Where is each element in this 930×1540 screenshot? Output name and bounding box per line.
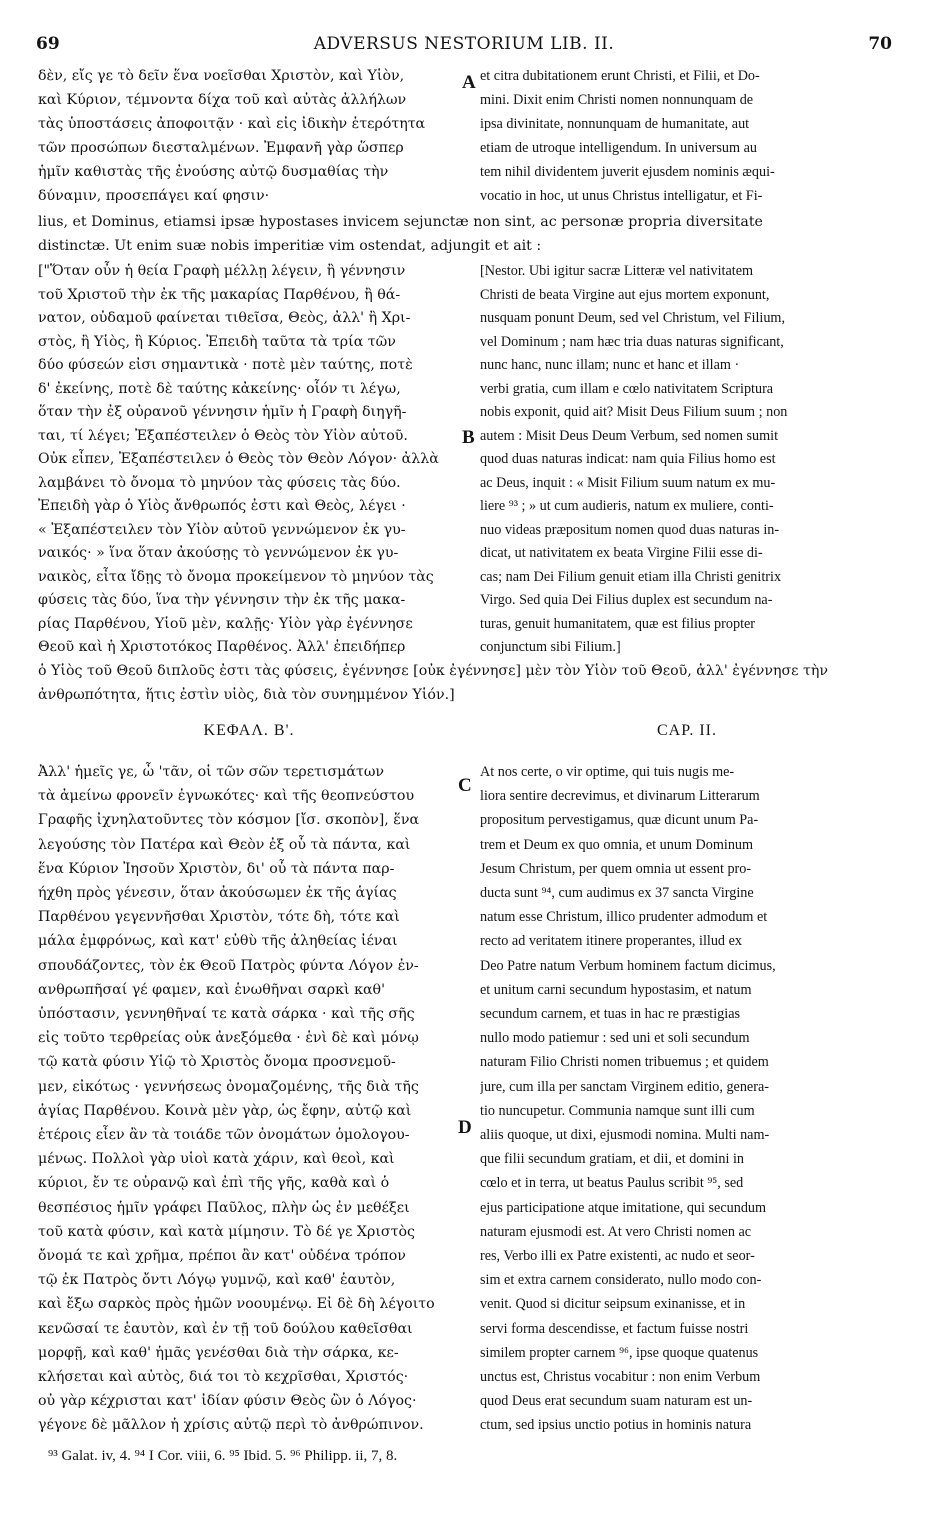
latin-chapter-line: tio nuncupetur. Communia namque sunt illi cum — [480, 1102, 755, 1119]
latin-chapter-line: secundum carnem, et tuas in hac re præstigias — [480, 1006, 741, 1022]
greek-chapter-line: μένως. Πολλοὶ γὰρ υἱοὶ κατὰ χάριν, καὶ θεοὶ, καὶ — [38, 1151, 395, 1168]
latin-quote-line: nuo videas præpositum nomen quod duas naturas in- — [480, 521, 780, 538]
latin-quote-line: vel Dominum ; nam hæc tria duas naturas significant, — [480, 333, 784, 350]
latin-chapter-line: naturam Filio Christi nomen tribuemus ; et quidem — [480, 1054, 769, 1071]
greek-chapter-line: τῷ κατὰ φύσιν Υἱῷ τὸ Χριστὸς ὄνομα προσνεμοῦ- — [38, 1054, 396, 1071]
greek-quote-line: ὅταν τὴν ἐξ οὐρανοῦ γέννησιν ἡμῖν ἡ Γραφὴ διηγῆ- — [38, 404, 407, 420]
latin-text-line: ipsa divinitate, nonnunquam de humanitate, aut — [480, 116, 750, 132]
column-marker-b: B — [462, 427, 475, 448]
latin-quote-line: verbi gratia, cum illam e cœlo nativitatem Scriptura — [480, 380, 774, 397]
greek-chapter-line: ἁγίας Παρθένου. Κοινὰ μὲν γὰρ, ὡς ἔφην, αὐτῷ καὶ — [38, 1102, 412, 1119]
greek-chapter-line: Γραφῆς ἰχνηλατοῦντες τὸν κόσμον [ἴσ. σκοπὸν], ἕνα — [38, 812, 420, 829]
latin-text-line: tem nihil dividentem juverit ejusdem nominis æqui- — [480, 164, 775, 180]
page-header — [36, 34, 892, 58]
latin-quote-line: autem : Misit Deus Deum Verbum, sed nomen sumit — [480, 427, 779, 444]
greek-chapter-line: ὑπόστασιν, γεννηθῆναί τε κατὰ σάρκα · καὶ τῆς σῆς — [38, 1006, 415, 1022]
greek-quote-line: λαμβάνει τὸ ὄνομα τὸ μηνύον τὰς φύσεις τὰς δύο. — [38, 474, 401, 491]
greek-quote-line: ναικός· » ἵνα ὅταν ἀκούσῃς τὸ γεννώμενον ἐκ γυ- — [38, 545, 399, 561]
latin-chapter-line: ducta sunt ⁹⁴, cum audimus ex 37 sancta Virgine — [480, 885, 754, 901]
greek-quote-line: τοῦ Χριστοῦ τὴν ἐκ τῆς μακαρίας Παρθένου, ἢ θά- — [38, 286, 401, 303]
greek-chapter-line: γέγονε δὲ μᾶλλον ἡ χρίσις αὐτῷ περὶ τὸ ἀνθρώπινον. — [38, 1417, 424, 1434]
page-number-left: 69 — [36, 34, 60, 54]
latin-chapter-line: naturam ejusmodi est. At vero Christi nomen ac — [480, 1223, 752, 1240]
greek-quote-line: Ἐπειδὴ γὰρ ὁ Υἱὸς ἄνθρωπός ἐστι καὶ Θεὸς, λέγει · — [38, 498, 406, 514]
latin-chapter-line: liora sentire decrevimus, et divinarum Litterarum — [480, 788, 760, 805]
greek-quote-line: δ' ἐκείνης, ποτὲ δὲ ταύτης κἀκείνης· οἷόν τι λέγω, — [38, 380, 401, 397]
greek-quote-line: ["Ὅταν οὖν ἡ θεία Γραφὴ μέλλῃ λέγειν, ἢ γέννησιν — [38, 263, 406, 279]
latin-text-line: etiam de utroque intelligendum. In universum au — [480, 140, 757, 156]
latin-quote-line: liere ⁹³ ; » ut cum audieris, natum ex muliere, conti- — [480, 498, 774, 514]
latin-chapter-line: natum esse Christum, illico prudenter admodum et — [480, 909, 768, 926]
latin-text-line: et citra dubitationem erunt Christi, et Filii, et Do- — [480, 68, 760, 84]
column-marker-a: A — [462, 72, 476, 93]
greek-quote-line: ρίας Παρθένου, Υἱοῦ μὲν, καλῇς· Υἱὸν γὰρ ἐγέννησε — [38, 615, 413, 632]
greek-chapter-line: κλήσεται καὶ αὐτὸς, διά τοι τὸ κεχρῖσθαι, Χριστός· — [38, 1369, 409, 1385]
greek-text-line: δὲν, εἴς γε τὸ δεῖν ἕνα νοεῖσθαι Χριστὸν, καὶ Υἱὸν, — [38, 68, 405, 84]
greek-chapter-line: μορφῇ, καὶ καθ' ἡμᾶς γενέσθαι διὰ τὴν σάρκα, κε- — [38, 1344, 399, 1361]
latin-chapter-line: que filii secundum gratiam, et dii, et domini in — [480, 1151, 744, 1168]
greek-chapter-line: σπουδάζοντες, τὸν ἐκ Θεοῦ Πατρὸς φύντα Λόγον ἐν- — [38, 957, 419, 974]
latin-quote-line: turas, genuit humanitatem, quæ est filius propter — [480, 615, 756, 632]
latin-chapter-line: ctum, sed ipsius unctio potius in hominis natura — [480, 1417, 752, 1434]
latin-text-line: vocatio in hoc, ut unus Christus intelligatur, et Fi- — [480, 188, 763, 204]
full-width-quote-line: ἀνθρωπότητα, ἥτις ἐστὶν υἱὸς, διὰ τὸν συνημμένον Υἱόν.] — [38, 687, 455, 703]
greek-chapter-line: ανθρωπῆσαί γέ φαμεν, καὶ ἑνωθῆναι σαρκὶ καθ' — [38, 981, 385, 998]
latin-quote-line: conjunctum sibi Filium.] — [480, 639, 621, 655]
greek-quote-line: ναικὸς, εἶτα ἴδῃς τὸ ὄνομα προκείμενον τὸ μηνύον τὰς — [38, 568, 434, 585]
latin-text-line: mini. Dixit enim Christi nomen nonnunquam de — [480, 92, 754, 108]
full-width-text-line: lius, et Dominus, etiamsi ipsæ hypostases invicem sejunctæ non sint, ac personæ propria diversitate — [38, 214, 763, 230]
greek-chapter-line: ἑτέροις εἶεν ἂν τὰ τοιάδε τῶν ὀνομάτων ὁμολογου- — [38, 1127, 410, 1143]
latin-chapter-line: ejus participatione atque imitatione, qui secundum — [480, 1199, 767, 1216]
latin-chapter-line: cœlo et in terra, ut beatus Paulus scribit ⁹⁵, sed — [480, 1175, 744, 1192]
greek-quote-line: ται, τί λέγει; Ἐξαπέστειλεν ὁ Θεὸς τὸν Υἱὸν αὐτοῦ. — [38, 427, 408, 444]
footnotes: ⁹³ Galat. iv, 4. ⁹⁴ I Cor. viii, 6. ⁹⁵ Ibid. 5. ⁹⁶ Philipp. ii, 7, 8. — [48, 1448, 398, 1464]
greek-chapter-line: εἰς τοῦτο τερθρείας οὐκ ἀνεξόμεθα · ἑνὶ δὲ καὶ μόνῳ — [38, 1030, 419, 1047]
latin-chapter-line: unctus est, Christus vocabitur : non enim Verbum — [480, 1369, 761, 1385]
greek-chapter-line: Παρθένου γεγεννῆσθαι Χριστὸν, τότε δὴ, τότε καὶ — [38, 909, 400, 926]
latin-quote-line: quod duas naturas indicat: nam quia Filius homo est — [480, 451, 776, 467]
latin-chapter-line: et unitum carni secundum hypostasim, et natum — [480, 981, 752, 998]
greek-chapter-line: κύριοι, ἔν τε οὐρανῷ καὶ ἐπὶ τῆς γῆς, καθὰ καὶ ὁ — [38, 1175, 390, 1192]
greek-quote-line: δύο φύσεών εἰσι σημαντικὰ · ποτὲ μὲν ταύτης, ποτὲ — [38, 357, 413, 373]
greek-chapter-line: τοῦ κατὰ φύσιν, καὶ κατὰ μίμησιν. Τὸ δέ γε Χριστὸς — [38, 1223, 415, 1240]
greek-quote-line: φύσεις τὰς δύο, ἵνα τὴν γέννησιν τὴν ἐκ τῆς μακα- — [38, 592, 406, 608]
latin-chapter-line: quod Deus erat secundum suam naturam est un- — [480, 1393, 753, 1410]
latin-quote-line: nusquam ponunt Deum, sed vel Christum, vel Filium, — [480, 310, 786, 326]
greek-quote-line: νατον, οὐδαμοῦ φαίνεται τιθεῖσα, Θεὸς, ἀλλ' ἢ Χρι- — [38, 310, 411, 326]
latin-chapter-line: trem et Deum ex quo omnia, et unum Dominum — [480, 836, 754, 853]
column-marker-c: C — [458, 775, 472, 796]
latin-chapter-line: aliis quoque, ut dixi, ejusmodi nomina. Multi nam- — [480, 1127, 770, 1143]
latin-chapter-line: jure, cum illa per sanctam Virginem editio, genera- — [480, 1078, 769, 1095]
greek-chapter-line: οὐ γὰρ κέχρισται κατ' ἰδίαν φύσιν Θεὸς ὢν ὁ Λόγος· — [38, 1393, 417, 1410]
latin-chapter-line: At nos certe, o vir optime, qui tuis nugis me- — [480, 764, 735, 780]
latin-quote-line: dicat, ut nativitatem ex beata Virgine Filii esse di- — [480, 545, 763, 561]
greek-chapter-line: θεσπέσιος ἡμῖν γράφει Παῦλος, πλὴν ὡς ἐν μεθέξει — [38, 1199, 410, 1216]
latin-chapter-line: servi forma descendisse, et factum fuisse nostri — [480, 1320, 749, 1337]
greek-text-line: καὶ Κύριον, τέμνοντα δίχα τοῦ καὶ αὐτὰς ἀλλήλων — [38, 92, 407, 108]
column-marker-d: D — [458, 1117, 472, 1138]
latin-chapter-line: Jesum Christum, per quem omnia ut essent pro- — [480, 860, 752, 877]
greek-chapter-line: λεγούσης τὸν Πατέρα καὶ Θεὸν ἐξ οὗ τὰ πάντα, καὶ — [38, 836, 411, 853]
running-title: ADVERSUS NESTORIUM LIB. II. — [313, 34, 615, 54]
greek-text-line: ἡμῖν καθιστὰς τῆς ἐνούσης αὐτῷ δυσμαθίας τὴν — [38, 164, 389, 180]
greek-chapter-line: μάλα ἐμφρόνως, καὶ κατ' εὐθὺ τῆς ἀληθείας ἰέναι — [38, 933, 398, 950]
greek-quote-line: « Ἐξαπέστειλεν τὸν Υἱὸν αὐτοῦ γεννώμενον ἐκ γυ- — [38, 521, 406, 538]
chapter-heading-greek: ΚΕΦΑΛ. Β'. — [203, 722, 295, 739]
greek-text-line: τῶν προσώπων διεσταλμένων. Ἐμφανῆ γὰρ ὥσπερ — [38, 140, 404, 156]
greek-text-line: τὰς ὑποστάσεις ἀποφοιτᾷν · καὶ εἰς ἰδικὴν ἑτερότητα — [38, 116, 426, 132]
greek-chapter-line: τῷ ἐκ Πατρὸς ὄντι Λόγῳ γυμνῷ, καὶ καθ' ἑαυτὸν, — [38, 1272, 396, 1289]
latin-quote-line: cas; nam Dei Filium genuit etiam illa Christi genitrix — [480, 568, 782, 585]
latin-chapter-line: sim et extra carnem considerato, nullo modo con- — [480, 1272, 762, 1289]
greek-chapter-line: μεν, εἰκότως · γεννήσεως ὀνομαζομένης, τῆς διὰ τῆς — [38, 1078, 419, 1095]
greek-chapter-line: ἕνα Κύριον Ἰησοῦν Χριστὸν, δι' οὗ τὰ πάντα παρ- — [38, 860, 395, 877]
latin-quote-line: Christi de beata Virgine aut ejus mortem exponunt, — [480, 286, 770, 303]
greek-chapter-line: κενῶσαί τε ἑαυτὸν, καὶ ἐν τῇ τοῦ δούλου καθεῖσθαι — [38, 1320, 413, 1337]
greek-chapter-line: ὄνομά τε καὶ χρῆμα, πρέποι ἂν κατ' οὐδένα τρόπον — [38, 1248, 406, 1264]
chapter-heading-latin: CAP. II. — [656, 722, 717, 739]
greek-chapter-line: Ἀλλ' ἡμεῖς γε, ὦ 'τᾶν, οἱ τῶν σῶν τερετισμάτων — [38, 764, 385, 780]
greek-text-line: δύναμιν, προσεπάγει καί φησιν· — [38, 188, 270, 204]
latin-chapter-line: venit. Quod si dicitur seipsum exinanisse, et in — [480, 1296, 746, 1313]
full-width-quote-line: ὁ Υἱὸς τοῦ Θεοῦ διπλοῦς ἐστι τὰς φύσεις, ἐγέννησε [οὐκ ἐγέννησε] μὲν τὸν Υἱὸν τοῦ Θεοῦ, ἀλλ' ἐγέννησε τὴν — [38, 663, 828, 679]
page-number-right: 70 — [868, 34, 892, 54]
latin-quote-line: [Nestor. Ubi igitur sacræ Litteræ vel nativitatem — [480, 263, 754, 279]
latin-chapter-line: Deo Patre natum Verbum hominem factum dicimus, — [480, 957, 776, 974]
greek-chapter-line: ήχθη πρὸς γένεσιν, ὅταν ἀκούσωμεν ἐκ τῆς ἁγίας — [38, 885, 397, 901]
latin-chapter-line: recto ad veritatem itinere properantes, illud ex — [480, 933, 742, 950]
greek-quote-line: Οὐκ εἶπεν, Ἐξαπέστειλεν ὁ Θεὸς τὸν Θεὸν Λόγον· ἀλλὰ — [38, 451, 439, 467]
greek-quote-line: Θεοῦ καὶ ἡ Χριστοτόκος Παρθένος. Ἀλλ' ἐπειδήπερ — [38, 639, 406, 655]
latin-quote-line: ac Deus, inquit : « Misit Filium suum natum ex mu- — [480, 474, 776, 491]
latin-quote-line: nobis exponit, quid ait? Misit Deus Filium suum ; non — [480, 404, 788, 420]
latin-quote-line: Virgo. Sed quia Dei Filius duplex est secundum na- — [480, 592, 773, 608]
full-width-text-line: distinctæ. Ut enim suæ nobis imperitiæ vim ostendat, adjungit et ait : — [38, 238, 542, 254]
latin-chapter-line: propositum pervestigamus, quæ dicunt unum Pa- — [480, 812, 759, 829]
greek-chapter-line: τὰ ἀμείνω φρονεῖν ἐγνωκότες· καὶ τῆς θεοπνεύστου — [38, 788, 415, 805]
greek-chapter-line: καὶ ἔξω σαρκὸς πρὸς ἡμῶν νοουμένῳ. Εἰ δὲ δὴ λέγοιτο — [38, 1296, 435, 1313]
latin-quote-line: nunc hanc, nunc illam; nunc et hanc et illam · — [480, 357, 740, 373]
latin-chapter-line: nullo modo patiemur : sed uni et soli secundum — [480, 1030, 750, 1047]
greek-quote-line: στὸς, ἢ Υἱὸς, ἢ Κύριος. Ἐπειδὴ ταῦτα τὰ τρία τῶν — [38, 333, 396, 350]
latin-chapter-line: res, Verbo illi ex Patre existenti, ac nudo et seor- — [480, 1248, 755, 1264]
latin-chapter-line: similem propter carnem ⁹⁶, ipse quoque quatenus — [480, 1344, 759, 1361]
